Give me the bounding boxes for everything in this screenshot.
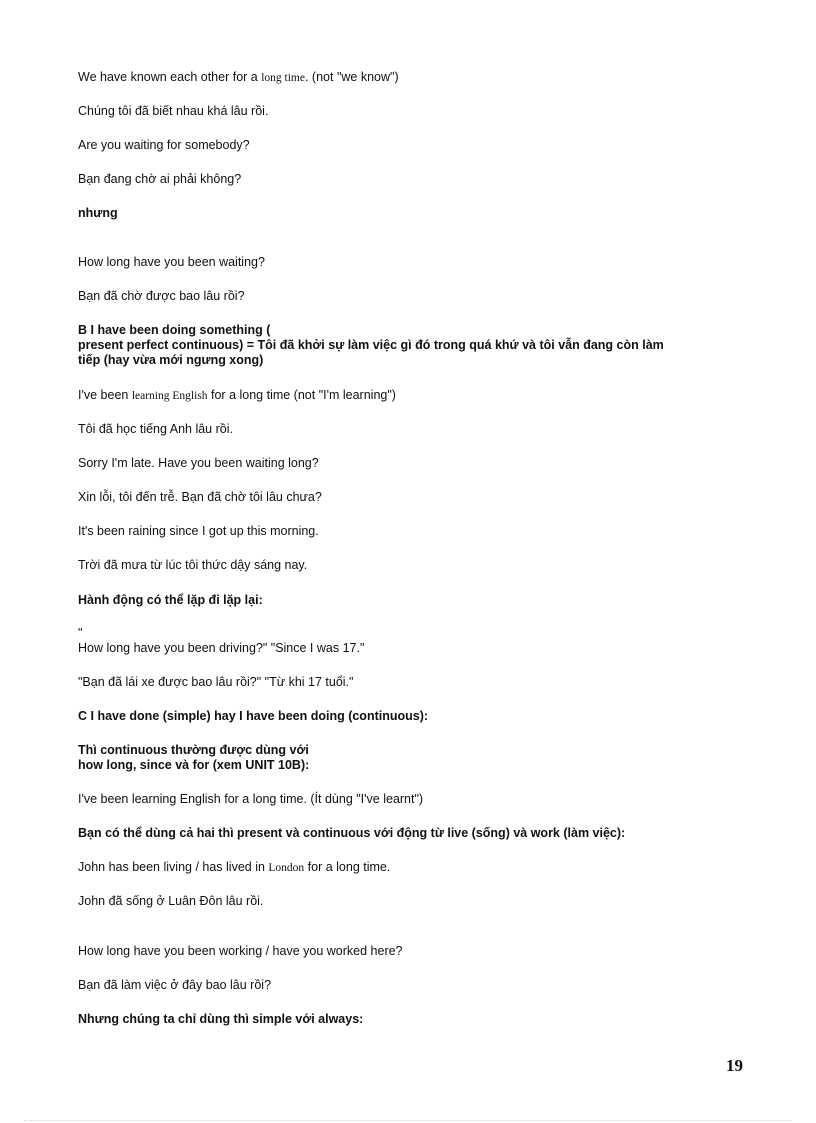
- text-line: How long have you been working / have you worked here?: [78, 944, 403, 958]
- text-span-serif: London: [268, 862, 305, 874]
- text-span-serif: long time: [261, 72, 305, 84]
- text-line-bold: nhưng: [78, 206, 118, 220]
- text-line: [78, 70, 399, 86]
- text-line: Are you waiting for somebody?: [78, 138, 250, 152]
- text-line-bold: Hành động có thể lặp đi lặp lại:: [78, 593, 263, 607]
- text-line: Chúng tôi đã biết nhau khá lâu rồi.: [78, 104, 269, 118]
- text-span-serif: learning English: [131, 390, 208, 402]
- section-heading: present perfect continuous) = Tôi đã khởi sự làm việc gì đó trong quá khứ và tôi vẫn đang còn làm: [78, 338, 664, 352]
- text-line: Bạn đã chờ được bao lâu rồi?: [78, 289, 245, 303]
- section-heading: B I have been doing something (: [78, 323, 271, 337]
- text-span: for a long time (not "I'm learning"): [207, 388, 396, 402]
- section-heading: tiếp (hay vừa mới ngưng xong): [78, 353, 264, 367]
- text-line: ": [78, 626, 83, 640]
- text-line: Xin lỗi, tôi đến trễ. Bạn đã chờ tôi lâu chưa?: [78, 490, 322, 504]
- text-line: How long have you been driving?" "Since I was 17.": [78, 641, 365, 655]
- text-line: Tôi đã học tiếng Anh lâu rồi.: [78, 422, 233, 436]
- text-line: Bạn đang chờ ai phải không?: [78, 172, 242, 186]
- page-number: 19: [726, 1056, 743, 1075]
- text-line-bold: Thì continuous thường được dùng với: [78, 743, 309, 757]
- text-line: Trời đã mưa từ lúc tôi thức dậy sáng nay.: [78, 558, 308, 572]
- text-line: John đã sống ở Luân Đôn lâu rồi.: [78, 894, 264, 908]
- text-span: John has been living / has lived in: [78, 860, 269, 874]
- footer-divider: [24, 1120, 792, 1121]
- text-line-bold: Bạn có thể dùng cả hai thì present và continuous với động từ live (sống) và work (làm việc):: [78, 826, 626, 840]
- text-span: I've been: [78, 388, 132, 402]
- text-line-bold: how long, since và for (xem UNIT 10B):: [78, 758, 310, 772]
- text-line: Sorry I'm late. Have you been waiting long?: [78, 456, 319, 470]
- text-line: It's been raining since I got up this morning.: [78, 524, 319, 538]
- text-line: [78, 860, 390, 876]
- text-span: . (not "we know"): [304, 70, 399, 84]
- text-line: I've been learning English for a long time. (Ít dùng "I've learnt"): [78, 792, 424, 806]
- text-span: for a long time.: [304, 860, 391, 874]
- text-line-bold: Nhưng chúng ta chỉ dùng thì simple với always:: [78, 1012, 364, 1026]
- section-heading: C I have done (simple) hay I have been doing (continuous):: [78, 709, 429, 723]
- text-span: We have known each other for a: [78, 70, 262, 84]
- text-line: [78, 388, 396, 404]
- text-line: "Bạn đã lái xe được bao lâu rồi?" "Từ khi 17 tuổi.": [78, 675, 354, 689]
- text-line: How long have you been waiting?: [78, 255, 265, 269]
- text-line: Bạn đã làm việc ở đây bao lâu rồi?: [78, 978, 272, 992]
